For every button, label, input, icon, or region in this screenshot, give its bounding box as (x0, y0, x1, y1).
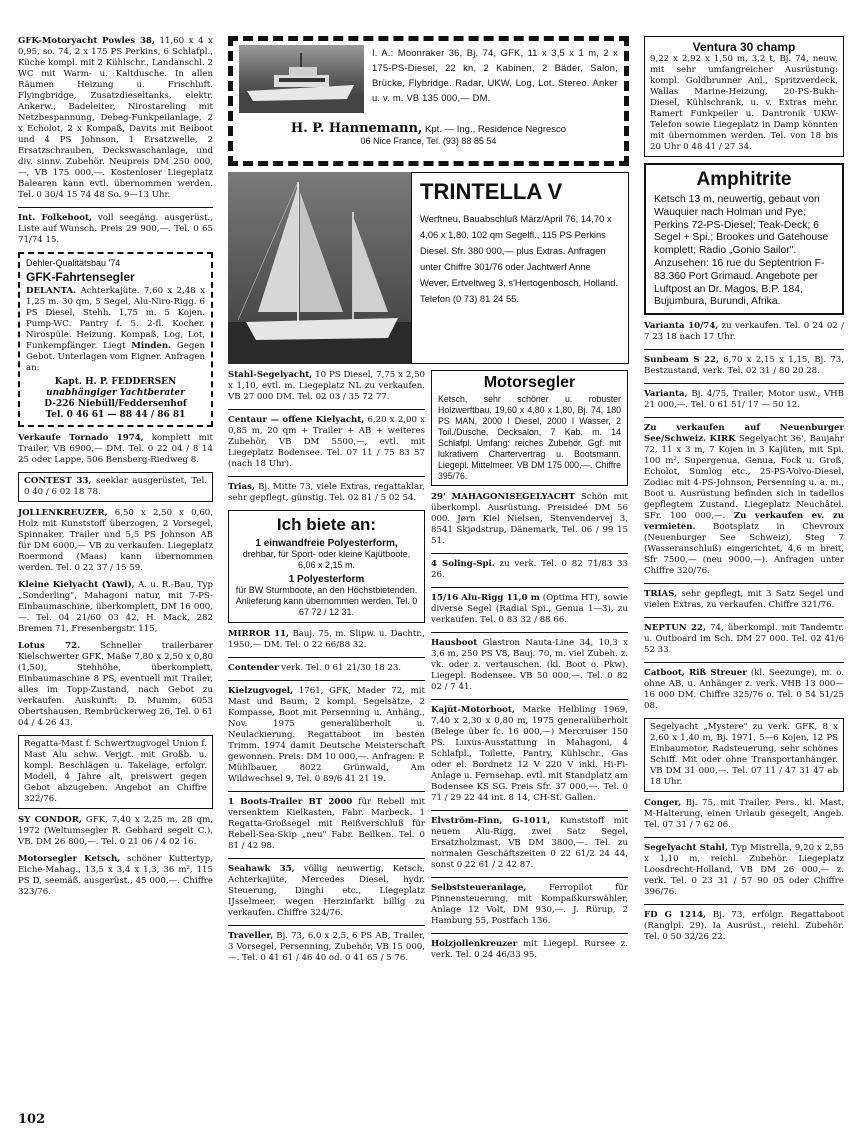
ad-text: Ferropilot für Pinnensteuerung, mit Kompaßkurswähler, Anlage 12 Volt, DM 930,—. J. Rürup, 2 Hamburg 55, Postfach 136. (431, 883, 628, 926)
ad-lead: TRIAS, (644, 589, 678, 600)
ad-jollenkreuzer (18, 508, 213, 574)
ad-kicker: Dehler-Qualitätsbau '74 (26, 258, 121, 268)
ad-lead: Holzjollenkreuzer (431, 939, 518, 949)
ad-title: Ich biete an: (276, 515, 377, 534)
ad-lead: SY CONDOR, (18, 815, 82, 825)
ad-fd-g-1214 (644, 910, 844, 943)
ad-lead: Motorsegler Ketsch, (18, 854, 121, 864)
ad-sunbeam (644, 355, 844, 377)
ad-kajuet-motorboot (431, 705, 628, 804)
ad-lead: Segelyacht Stahl, (644, 843, 728, 854)
ad-varianta-475 (644, 389, 844, 411)
ad-title: Motorsegler (483, 374, 576, 391)
ad-mahagoni (431, 492, 628, 547)
ad-lotus (18, 641, 213, 729)
ad-text: Ketsch 13 m, neuwertig, gebaut von Wauquier nach Holman und Pye; Perkins 72-PS-Diesel; Teak-Deck; 6 Segel + Spi.; Brookes und Gatehouse komplett; Radio „Gonio Sailor". Anzusehen: 16 rue du Septentrion F-83.360 Port Grimaud. Angebote per Luftpost an Dr. Magos, B.P. 184, Bujumbura, Burundi, Afrika. (654, 194, 829, 308)
ad-lead: Contender (228, 663, 279, 673)
ad-trias (228, 482, 425, 504)
motoryacht-illustration (239, 45, 364, 113)
ad-lead: Zu verkaufen auf Neuenburger See/Schweiz. KIRK (644, 423, 844, 445)
ad-text: komplett mit Trailer, VB 6900,— DM. Tel. 0 22 04 / 8 14 25 oder Lappe, 506 Bensberg-Riedweg 8. (18, 433, 213, 465)
ad-varianta-1074 (644, 321, 844, 343)
ad-elvstroem-finn (431, 816, 628, 871)
ad-motorsegler (431, 370, 628, 486)
ad-lead: JOLLENKREUZER, (18, 508, 108, 518)
ad-text: drehbar, für Sport- oder kleine Kajütboote, 6,06 x 2,15 m. (242, 549, 411, 570)
ad-folkeboot (18, 213, 213, 246)
column-left (18, 36, 213, 904)
column-middle-left (228, 370, 425, 970)
ad-lead: NEPTUN 22, (644, 623, 706, 634)
ad-stahl-segelyacht (228, 370, 425, 403)
ad-lead: Sunbeam S 22, (644, 355, 720, 366)
ad-text: 6,50 x 2,50 x 0,60, Holz mit Kunststoff überzogen, 2 Vorsegel, Spinnaker, Trailer und 5,5 PS Johnson AB für DM 6000,— VB zu verkaufen. Liegeplatz Roermond (Maas) kann übernommen werden. Tel. 0 22 37 / 15 59. (18, 508, 213, 573)
ad-text: Bj. 75, mit Trailer, Pers., kl. Mast, M-Halterung, einen Urlaub gesegelt, Angeb. Tel. 07 31 / 7 62 06. (644, 798, 844, 831)
ad-text: 6,20 x 2,00 x 0,85 m, 20 qm + Trailer + AB + weiteres Zubehör, VB DM 5500,—, evtl. mit Liegeplatz Bodensee. Tel. 07 11 / 75 83 57 (nach 18 Uhr). (228, 415, 425, 469)
ad-text: für Rebell mit versenktem Kielkasten, Fabr. Marbeck. 1 Regatta-Großsegel mit Reißverschluß für Rebell-Sea-Skip „neu" Fabr. Beilken. Tel. 0 81 / 42 98. (228, 797, 425, 851)
ad-text: Bootsplatz in Chevroux (Neuenburger See Schweiz), Steg 7 (Wasseranschluß) eingerichtet, 4,6 m breit, Sfr 7500,— (neu 9000,—). Anfragen unter Chiffre 320/76. (644, 522, 844, 577)
ad-contender (228, 663, 425, 674)
ad-text: 1761, GFK, Mader 72, mit Mast und Baum, 2 kompl. Segelsätze, 2 Kompasse, Boot mit Persenning u. Anhäng., Nov. 1975 generalüberholt u. Neulackierung. Regattaboot im besten Trimm. 1974 damit Deutsche Meisterschaft gewonnen. Preis: DM 10 000,—. Anfragen: P. Mühlbauer, 8022 Grünwald, Am Wildwechsel 9, Tel. 0 89/6 41 21 19. (228, 686, 425, 784)
ad-centaur (228, 415, 425, 470)
ad-holzjollenkreuzer (431, 939, 628, 961)
ad-text: Segelyacht „Mystere" zu verk. GFK, 8 x 2,60 x 1,40 m, Bj. 1971, 5—6 Kojen, 12 PS Einbaumotor, Radsteuerung, sehr schönes Schiff. Mit oder ohne Transportanhänger. VB DM 31 000,—. Tel. 07 11 / 47 31 47 ab 18 Uhr. (650, 722, 838, 788)
ad-text: voll seegäng. ausgerüst., Liste auf Wunsch. Preis 29 900,—. Tel. 0 65 71/74 15. (18, 213, 213, 245)
ad-text: (Optima HT), sowie diverse Segel (Radial Spi., Genua 1—3), zu verkaufen. Tel. 0 83 32 / 88 66. (431, 593, 629, 625)
ad-title: Amphitrite (696, 169, 792, 190)
ad-delanta-box (18, 252, 213, 427)
ad-text: Bj. 73, 6,0 x 2,5, 6 PS AB, Trailer, 3 Vorsegel, Persenning, Zubehör, VB 15 000,—. Tel. 0 41 61 / 46 40 od. 0 41 65 / 5 76. (228, 931, 425, 963)
ad-lead: FD G 1214, (644, 910, 707, 921)
ad-lead: GFK-Motoryacht Powles 38, (18, 36, 155, 46)
ad-text: Bj. 74, GFK, 11 x 3,5 x 1 m, 2 x 175-PS-Diesel, 22 kn, 2 Kabinen, 2 Bäder, Salon, Brücke, Flybridge. Radar, UKW, Log, Lot. Stereo. Anker u. v. m. VB 135 000,— DM. (372, 47, 618, 103)
ad-text: GFK, 7,40 x 2,25 m, 28 qm, 1972 (Weltumsegler R. Gebhard segelt C.), VB. DM 26 800,—. Tel. 0 21 06 / 4 02 16. (18, 815, 213, 847)
ad-text: sehr gepflegt, mit 3 Satz Segel und vielen Extras, zu verkaufen. Chiffre 321/76. (644, 589, 844, 611)
ad-trias-segel (644, 589, 844, 611)
ad-text: Marke Helbling 1969, 7,40 x 2,30 x 0,80 m, 1975 generalüberholt (Belege über fc. 16 000,—) Mercruiser 150 PS. Luxus-Ausstattung in Mahagoni, 4 Schlafpl., Toilette, Pantry, Kühlschr., Gas oder el. Bordnetz 12 V 220 V inkl. Hi-Fi-Anlage u. Fernsehap. evtl. mit Standplatz am Bodensee KS SG. Preis Sfr. 37 000,—. Tel. 0 71 / 29 22 44 int. 8 14, CH-St. Gallen. (431, 705, 628, 803)
ad-text: für BW Sturmboote, an den Höchstbietenden. Anlieferung kann übernommen werden. Tel. 0 67 72 / 12 31. (235, 585, 418, 617)
ad-text: Schön mit überkompl. Ausrüstung. Preisideé DM 56 000. Jørn Kiel Nielsen, Stenvendervej 3, 8541 Skjødstrup, Dänemark, Tel. 06 / 99 15 51. (431, 492, 628, 546)
ad-text: Glastron Nauta-Line 34, 10,3 x 3,6 m, 250 PS V8, Bauj. 70, m. viel Zubeh. z. vk. oder z. vertauschen. (kl. Boot o. Pkw). Liegepl. Bodensee. VB 50 000,—. Tel. 0 82 02 / 7 41. (431, 638, 628, 692)
ad-trintella (411, 172, 629, 364)
ad-text: Bj. 73, erfolgr. Regattaboot (Ranglpl. 29). Ia Ausrüst., reichl. Zubehör. Tel. 0 50 32/26 22. (644, 910, 844, 943)
ad-lead: CONTEST 33, (24, 476, 92, 486)
ad-lead: 15/16 Alu-Rigg 11,0 m (431, 593, 540, 603)
contact-phone: Tel. 0 46 61 — 88 44 / 86 81 (45, 410, 186, 420)
ad-ventura (644, 36, 844, 157)
ad-seahawk (228, 864, 425, 919)
ad-boots-trailer (228, 797, 425, 852)
sailboat-photo (228, 172, 411, 364)
ad-segelyacht-stahl (644, 843, 844, 898)
ad-lead: MIRROR 11, (228, 629, 290, 639)
ad-motorsegler-ketsch (18, 854, 213, 898)
ad-text: Achterkajüte. 7,60 x 2,48 x 1,25 m. 30 qm, 5 Segel, Alu-Niro-Rigg. 6 PS Diesel, Stehh. 1,75 m. 5 Kojen. Pump-WC. Pantry f. 5. 2-fl. Kocher. Nirospüle. Heizung. Kompaß, Log, Lot, Funkempfänger. Liegt (26, 286, 205, 351)
ad-lead: Selbststeueranlage, (431, 883, 527, 893)
ad-neptun (644, 623, 844, 656)
ad-text: Bj. 4/75, Trailer, Motor usw., VHB 21 000,—. Tel. 0 61 51/ 17 — 50 12. (644, 389, 844, 411)
ad-text: (kl. Seezunge), m. o. ohne AB, u. Anhänger z. verk. VHB 13 000—16 000 DM. Chiffre 325/76 o. Tel. 0 54 51/25 08. (644, 668, 844, 712)
ad-gfk-motoryacht (18, 36, 213, 201)
ad-lead: Kleine Kielyacht (Yawl), (18, 580, 135, 590)
ad-kleine-kielyacht (18, 580, 213, 635)
ad-text: schöner Kuttertyp, Eiche-Mahag., 13,5 x 3,4 x 1,3, 36 m², 115 PS D, seemäß. ausgerüst., 45 000,—. Chiffre 323/76. (18, 854, 213, 897)
ad-kielzugvogel (228, 686, 425, 785)
ad-text: Gegen Gebot. Unterlagen vom Eigner. Anfragen an: (26, 341, 206, 373)
ad-lead: I. A.: Moonraker 36, (372, 47, 463, 58)
ad-text: verk. Tel. 0 61 21/30 18 23. (278, 663, 402, 673)
ad-text: Segelyacht 36', Baujahr 72, 11 x 3 m, 7 Kojen in 3 Kajüten, mit Spi. 100 m², Supergenua, Genua, Fock u. Groß, Echolot, Sumlog etc., 25-PS-Volvo-Diesel, Zodiac mit 4-PS-Johnson, Persenning u. a. m., Boot u. Ausrüstung befinden sich in tadellos gepflegtem Zustand. Liegeplatz Neuchâtel. SFr. 100 000,—. (644, 434, 845, 522)
yacht-photo (239, 45, 364, 113)
column-middle (228, 36, 629, 970)
ad-subtitle: 1 einwandfreie Polyesterform, (255, 538, 398, 549)
column-middle-right (431, 370, 628, 970)
contact-address: D-226 Niebüll/Feddersenhof (44, 399, 187, 409)
ad-lead: Catboot, Riß Streuer (644, 668, 747, 679)
ad-text: 10 PS Diesel, 7,75 x 2,50 x 1,10, evtl. m. Liegeplatz NL zu verkaufen. VB 27 000 DM. Tel. 02 03 / 35 72 77. (228, 370, 425, 402)
ad-moonraker-text (372, 45, 618, 113)
ad-lead: Zu verkaufen ev. zu vermieten. (644, 511, 844, 533)
ad-lead: Kielzugvogel, (228, 686, 294, 696)
ad-text: zu verkaufen. Tel. 0 24 02 / 7 23 18 nach 17 Uhr. (644, 321, 844, 343)
ad-title: TRINTELLA V (420, 179, 563, 204)
ad-neuenburger-see (644, 423, 844, 577)
ad-text: Ketsch, sehr schöner u. robuster Holzwerftbau, 19,60 x 4,80 x 1,80, Bj. 74, 180 PS MAN, 2000 l Diesel, 2000 l Wasser, 2 Toil./Dusche, Decksalon, 7 Kab. m. 14 Schlafpl. Umfang: reiches Zubehör. Ggf. mit lukrativem Chartervertrag u. Bootsmann. Liegepl. Mittelmeer. VB DM 175 000,—. Chiffre 395/76. (438, 394, 621, 481)
ad-lead: Centaur — offene Kielyacht, (228, 415, 365, 425)
ketch-illustration (228, 172, 411, 364)
ad-lead: Kajüt-Motorboot, (431, 705, 515, 715)
page-number: 102 (18, 1112, 46, 1127)
ad-text: 74, überkompl. mit Tandemtr. u. Outboard im Sch. DM 27 000. Tel. 02 41/6 52 33. (644, 623, 844, 656)
ad-selbststeueranlage (431, 883, 628, 927)
ad-traveller (228, 931, 425, 964)
ad-text: Bauj. 75, m. Slipw. u. Dachtr., 1950,— DM. Tel. 0 22 66/88 32. (228, 629, 426, 650)
ad-text: zu verk. Tel. 0 82 71/83 33 26. (431, 559, 628, 580)
ad-subtitle: 1 Polyesterform (288, 574, 365, 585)
ad-hausboot (431, 638, 628, 693)
ad-lead: Lotus 72. (18, 641, 81, 651)
ad-regatta-mast (18, 735, 213, 809)
ad-lead: Stahl-Segelyacht, (228, 370, 313, 380)
ad-lead: Elvström-Finn, G-1011, (431, 816, 551, 826)
ad-text: Werftneu, Bauabschluß März/April 76, 14,70 x 4,06 x 1,80, 102 qm Segelfl., 115 PS Perkins Diesel. Sfr. 380 000,— plus Extras. Anfragen unter Chiffre 301/76 oder Jachtwerf Anne Wever, Ertveltweg 3, s'Hertogenbosch, Holland. Telefon (0 73) 81 24 55. (420, 213, 619, 304)
ad-tornado (18, 433, 213, 466)
contact-name: Kapt. H. P. FEDDERSEN (54, 377, 177, 387)
ad-text: Bj. Mitte 73, viele Extras, regattaklar, sehr gepflegt, günstig. Tel. 02 81 / 5 02 54. (228, 482, 425, 503)
ad-title: Ventura 30 champ (692, 40, 796, 54)
column-right (644, 36, 844, 949)
ad-lead: 1 Boots-Trailer BT 2000 (228, 797, 353, 807)
ad-ich-biete-an (228, 510, 425, 623)
ad-mystere (644, 718, 844, 792)
divider (18, 207, 213, 208)
ad-place: Minden. (131, 341, 172, 351)
ad-lead: Verkaufe Tornado 1974, (18, 433, 144, 443)
ad-text: Schneller trailerbarer Kielschwerter GFK, Maße 7,80 x 2,50 x 0,80 (1,50), Stehhöhe, überkomplett, Einbaumaschine 8 PS, eventuell mit Trailer, alles im Topp-Zustand, nach Gebot zu verkaufen. Auskunft: D. Mumm, 6053 Obertshausen, Rembrückerweg 26, Tel. 0 61 04 / 4 26 43. (18, 641, 213, 728)
ad-contest (18, 472, 213, 502)
ad-title: GFK-Fahrtensegler (26, 270, 135, 284)
ad-soling (431, 559, 628, 581)
ad-lead: Seahawk 35, (228, 864, 295, 874)
contact-role: Kpt. — Ing., Residence Negresco (422, 124, 567, 135)
ad-lead: Hausboot (431, 638, 478, 648)
ad-mirror (228, 629, 425, 651)
ad-text: Typ Mistrella, 9,20 x 2,55 x 1,10 m, reichl. Zubehör. Liegeplatz Loosdrecht-Holland, VB DM 26 000,— z. verk. Tel. 0 23 31 / 57 90 05 oder Chiffre 396/76. (644, 843, 844, 898)
ad-text: völlig neuwertig, Ketsch, Achterkajüte, Mercedes Diesel, hydr. Steuerung, Dinghi etc., Liegeplatz IJsselmeer, wegen Herzinfarkt billig zu verkaufen. Chiffre 324/76. (228, 864, 425, 918)
ad-text: A. u. R.-Bau, Typ „Sonderling", Mahagoni natur, mit 7-PS-Einbaumaschine, überkomplett, DM 16 000,—. Tel. 04 21/60 03 42, H. Mack, 282 Bremen 71, Fresenbergstr. 115, (18, 580, 214, 634)
ad-lead: Trias, (228, 482, 255, 492)
ad-text: mit Liegepl. Rursee z. verk. Tel. 0 24 46/33 95. (431, 939, 628, 960)
ad-catboot (644, 668, 844, 712)
ad-lead: Varianta, (644, 389, 688, 400)
ad-lead: Varianta 10/74, (644, 321, 719, 332)
ad-text: Regatta-Mast f. Schwertzugvogel Union f. Mast Alu schw. Verjgt. mit Großb. u. kompl. Beschlägen u. Takelage, erfolgr. Modell, 4 Jahre alt, preiswert gegen Gebot abzugeben. Angebot an Chiffre 322/76. (24, 739, 207, 804)
ad-alu-rigg (431, 593, 628, 626)
ad-lead: 4 Soling-Spi. (431, 559, 495, 569)
contact-address: 06 Nice France, Tel. (93) 88 85 54 (360, 136, 497, 146)
ad-moonraker-box (228, 36, 629, 166)
ad-trintella-row (228, 172, 629, 364)
ad-conger (644, 798, 844, 831)
ad-text: 9,22 x 2,92 x 1,50 m, 3,2 t, Bj. 74, neuw. mit sehr umfangreicher Ausrüstung: kompl. Goldbrunner Anl., Spritzverdeck, Wallas Marine-Heizung, 20-PS-Bukh-Diesel, Kühlschrank, u. v. Extras mehr. Ramert Funkpeiler u. Dantronik UKW-Telefon sowie Liegeplatz in Damp könnten mit übernommen werden. Tel. von 18 bis 20 Uhr 0 48 41 / 27 34. (650, 54, 838, 152)
ad-text: Kunststoff mit neuem Alu-Rigg, zwei Satz Segel, Ersatzholzmast, VB DM 3800,—. Tel. zu normalen Geschäftszeiten 0 22 61/2 24 44, sonst 0 22 61 / 2 42 87. (431, 816, 629, 870)
ad-text: 11,60 x 4 x 0,95, so. 74, 2 x 175 PS Perkins, 6 Schlafpl., Küche kompl. mit 2 Kühlschr., Landanschl. 2 WC mit Warm- u. Kaltdusche. In allen Räumen Heizung u. Frischluft. Flyingbridge, Zusatzdieseltanks, elektr. Ankerw., Badeleiter, Nirostareling mit Netzbespannung, Debeg-Funkpeilanlage, 2 x Echolot, 2 x Kompaß, Davits mit Beiboot und 4 PS Johnson, 1 Ersatzwelle, 2 Ersatzschrauben, Deckswaschanlage, und div. sinnv. Zubehör. Neupreis DM 250 000,—, VB 175 000,—. Kostenloser Liegeplatz Balearen kann evtl. übernommen werden. Tel. 0 30/4 15 74 48 So. 9—13 Uhr. (18, 36, 213, 200)
ad-lead: DELANTA. (26, 286, 77, 296)
ad-amphitrite (644, 163, 844, 315)
ad-text: seeklar ausgerüstet, Tel. 0 40 / 6 02 18 78. (24, 476, 207, 497)
ad-lead: Int. Folkeboot, (18, 213, 92, 223)
ad-lead: Conger, (644, 798, 682, 809)
contact-name: H. P. Hannemann, (290, 121, 423, 136)
ad-lead: Traveller, (228, 931, 274, 941)
contact-role: unabhängiger Yachtberater (46, 388, 185, 398)
ad-lead: 29' MAHAGONISEGELYACHT (431, 492, 576, 502)
ad-sy-condor (18, 815, 213, 848)
ad-text: 6,70 x 2,15 x 1,15, Bj. 73, Bestzustand, verk. Tel. 02 31 / 80 20 28. (644, 355, 844, 377)
